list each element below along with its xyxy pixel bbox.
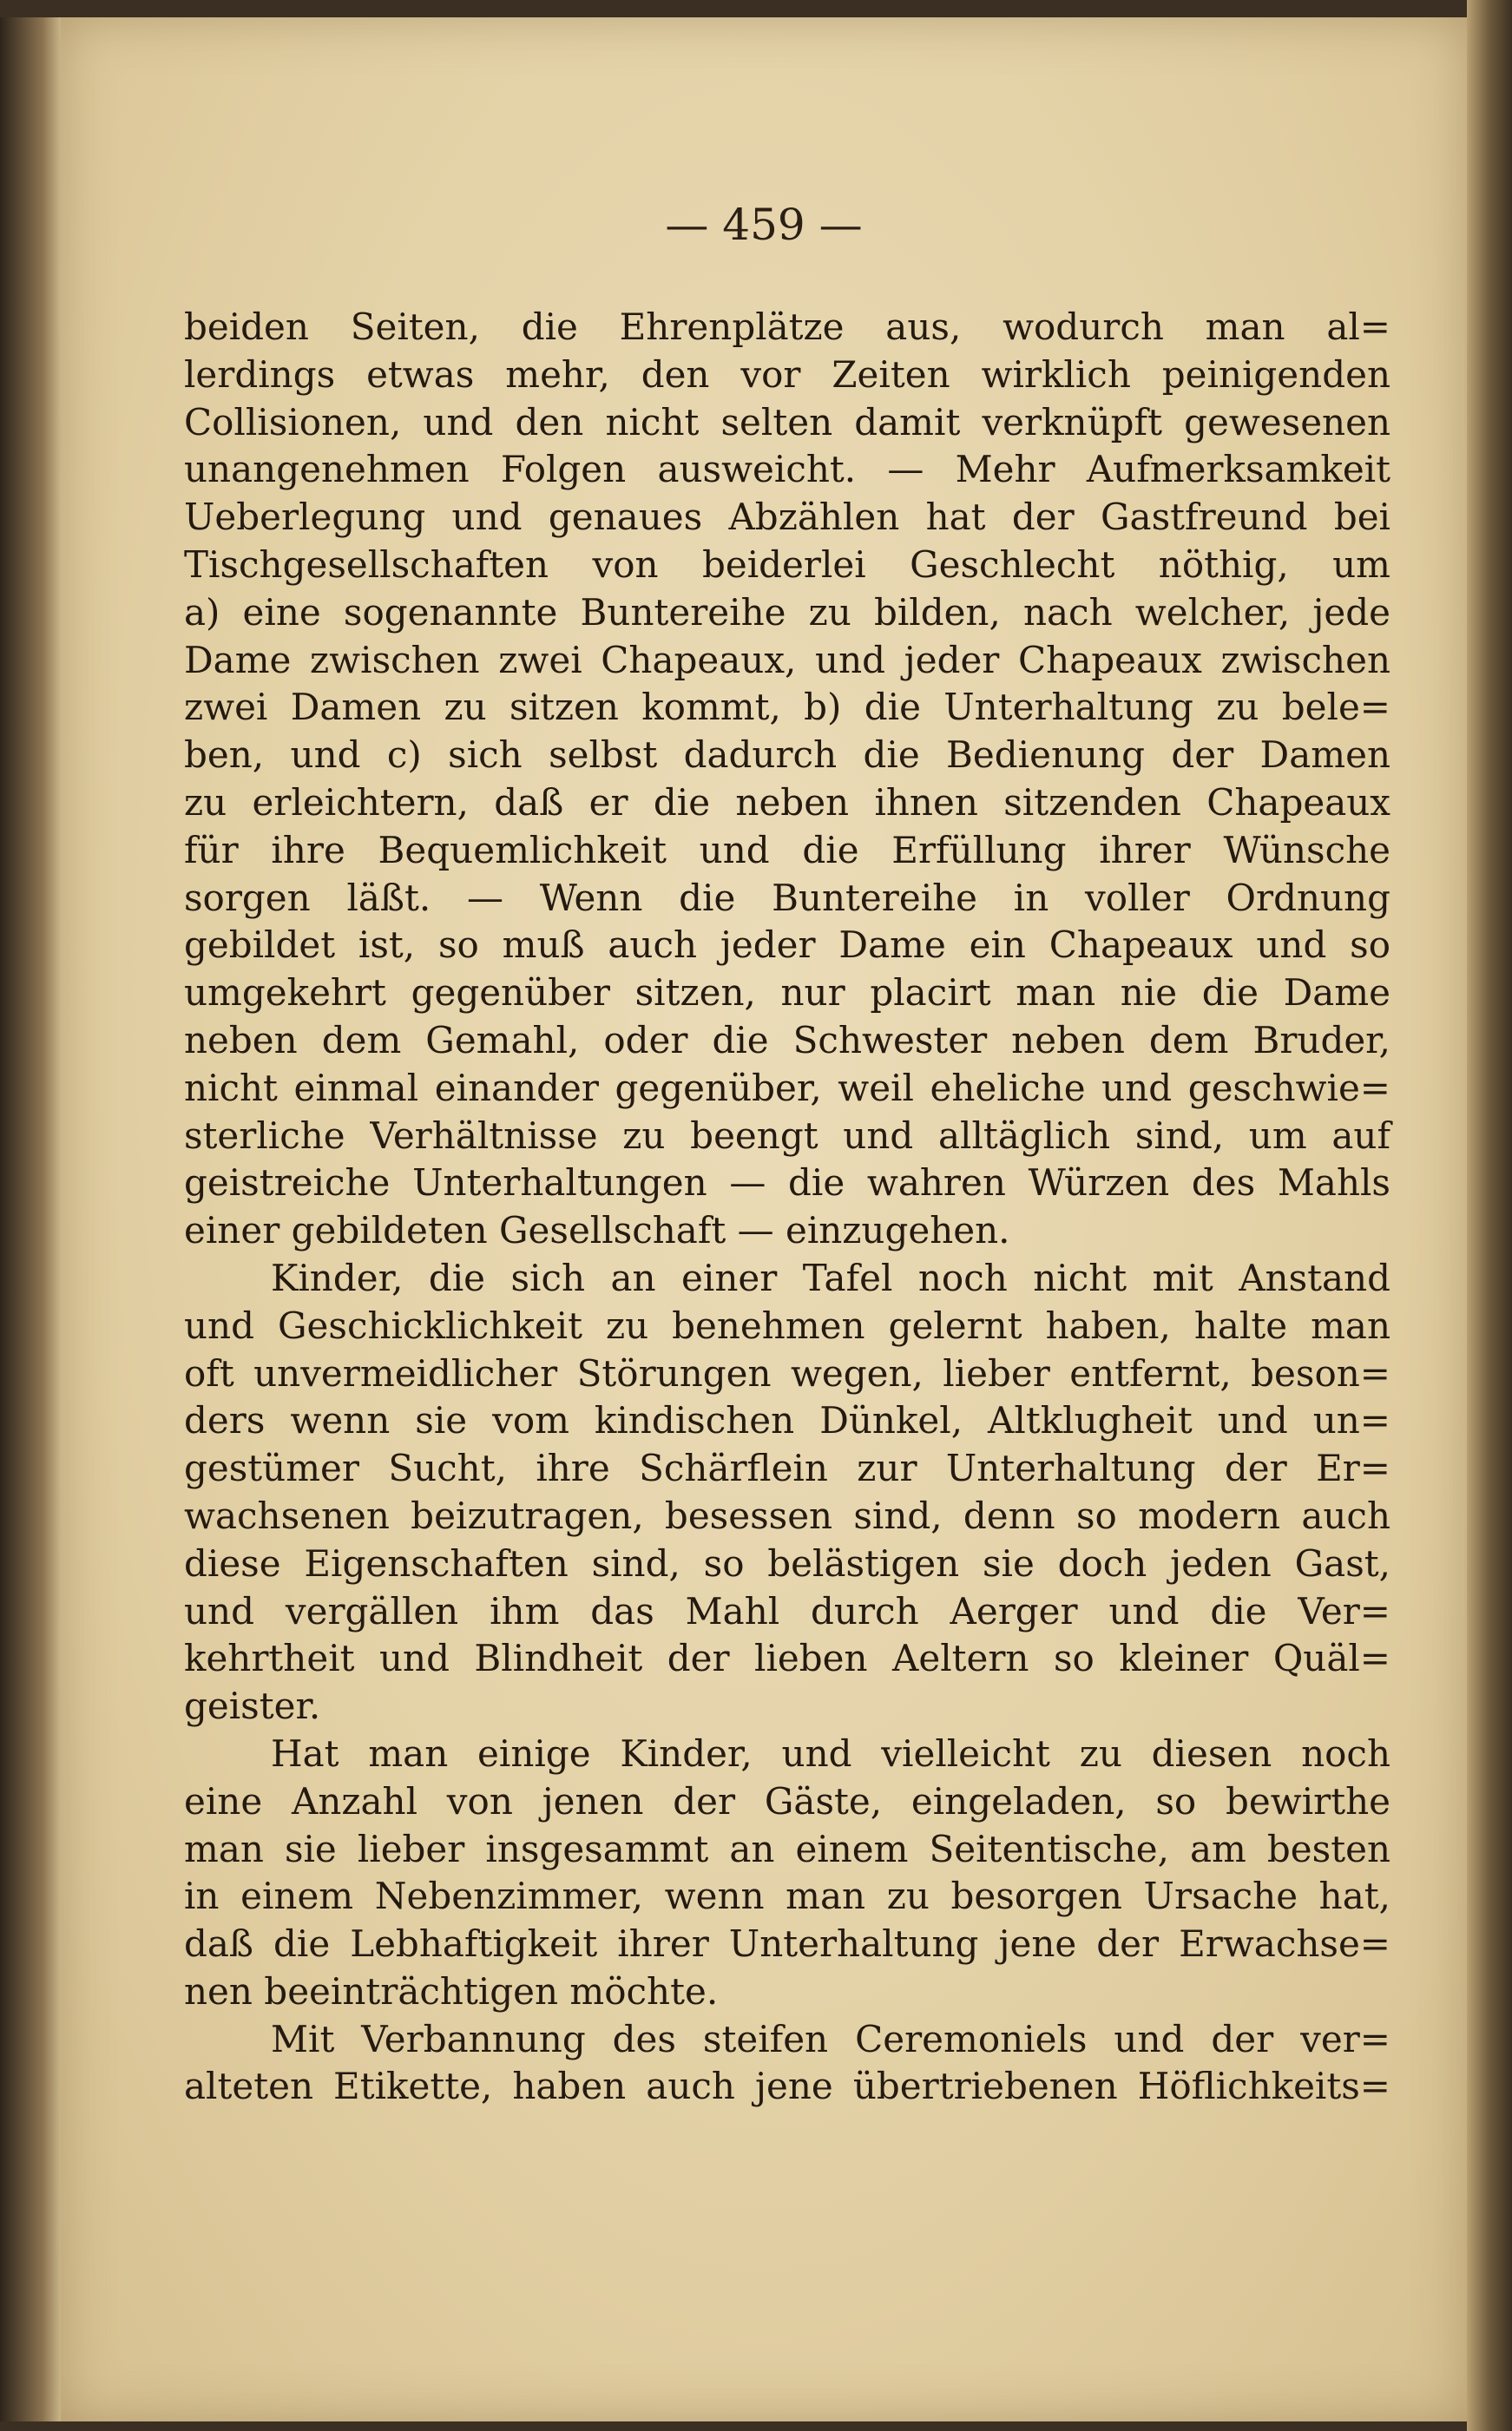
text-line: man sie lieber insgesammt an einem Seitentische, am besten <box>184 1827 1390 1870</box>
text-line: ben, und c) sich selbst dadurch die Bedienung der Damen <box>184 733 1390 777</box>
text-line: für ihre Bequemlichkeit und die Erfüllung ihrer Wünsche <box>184 828 1390 871</box>
page-number: — 459 — <box>665 200 863 250</box>
text-line: Ueberlegung und genaues Abzählen hat der Gastfreund bei <box>184 496 1390 539</box>
text-line: Collisionen, und den nicht selten damit verknüpft gewesenen <box>184 400 1390 443</box>
text-line: gebildet ist, so muß auch jeder Dame ein Chapeaux und so <box>184 923 1390 967</box>
text-line: beiden Seiten, die Ehrenplätze aus, wodurch man al= <box>184 306 1390 348</box>
text-line: neben dem Gemahl, oder die Schwester neben dem Bruder, <box>184 1018 1390 1061</box>
text-line: a) eine sogenannte Buntereihe zu bilden, nach welcher, jede <box>184 590 1390 634</box>
book-page <box>61 17 1467 2421</box>
text-line: Dame zwischen zwei Chapeaux, und jeder Chapeaux zwischen <box>184 638 1390 681</box>
text-line: nen beeinträchtigen möchte. <box>184 1969 719 2013</box>
text-line: zwei Damen zu sitzen kommt, b) die Unterhaltung zu bele= <box>184 686 1390 729</box>
text-line: Mit Verbannung des steifen Ceremoniels und der ver= <box>271 2017 1390 2060</box>
text-line: eine Anzahl von jenen der Gäste, eingeladen, so bewirthe <box>184 1779 1390 1823</box>
text-line: geister. <box>184 1685 321 1728</box>
text-line: Hat man einige Kinder, und vielleicht zu diesen noch <box>271 1731 1390 1775</box>
text-line: zu erleichtern, daß er die neben ihnen sitzenden Chapeaux <box>184 780 1390 824</box>
text-line: Kinder, die sich an einer Tafel noch nicht mit Anstand <box>271 1256 1390 1299</box>
page-edge <box>1467 0 1512 2431</box>
text-line: einer gebildeten Gesellschaft — einzugehen. <box>184 1209 1010 1252</box>
book-gutter <box>0 17 61 2421</box>
text-line: in einem Nebenzimmer, wenn man zu besorgen Ursache hat, <box>184 1875 1390 1918</box>
text-line: diese Eigenschaften sind, so belästigen sie doch jeden Gast, <box>184 1541 1390 1585</box>
text-line: und Geschicklichkeit zu benehmen gelernt haben, halte man <box>184 1304 1390 1347</box>
text-line: wachsenen beizutragen, besessen sind, denn so modern auch <box>184 1494 1390 1537</box>
text-line: geistreiche Unterhaltungen — die wahren Würzen des Mahls <box>184 1161 1390 1205</box>
text-line: und vergällen ihm das Mahl durch Aerger und die Ver= <box>184 1589 1390 1633</box>
text-line: lerdings etwas mehr, den vor Zeiten wirklich peinigenden <box>184 352 1390 396</box>
text-line: daß die Lebhaftigkeit ihrer Unterhaltung jene der Erwachse= <box>184 1922 1390 1966</box>
text-line: sterliche Verhältnisse zu beengt und alltäglich sind, um auf <box>184 1114 1390 1157</box>
text-line: oft unvermeidlicher Störungen wegen, lieber entfernt, beson= <box>184 1351 1390 1395</box>
text-line: nicht einmal einander gegenüber, weil eheliche und geschwie= <box>184 1066 1390 1109</box>
text-line: unangenehmen Folgen ausweicht. — Mehr Aufmerksamkeit <box>184 448 1390 491</box>
text-line: gestümer Sucht, ihre Schärflein zur Unterhaltung der Er= <box>184 1447 1390 1490</box>
text-line: kehrtheit und Blindheit der lieben Aeltern so kleiner Quäl= <box>184 1637 1390 1680</box>
text-line: Tischgesellschaften von beiderlei Geschlecht nöthig, um <box>184 542 1390 586</box>
text-line: sorgen läßt. — Wenn die Buntereihe in voller Ordnung <box>184 876 1390 919</box>
body-text <box>184 304 1390 2111</box>
text-line: umgekehrt gegenüber sitzen, nur placirt man nie die Dame <box>184 971 1390 1015</box>
text-line: ders wenn sie vom kindischen Dünkel, Altklugheit und un= <box>184 1399 1390 1442</box>
text-line: alteten Etikette, haben auch jene übertriebenen Höflichkeits= <box>184 2065 1390 2108</box>
